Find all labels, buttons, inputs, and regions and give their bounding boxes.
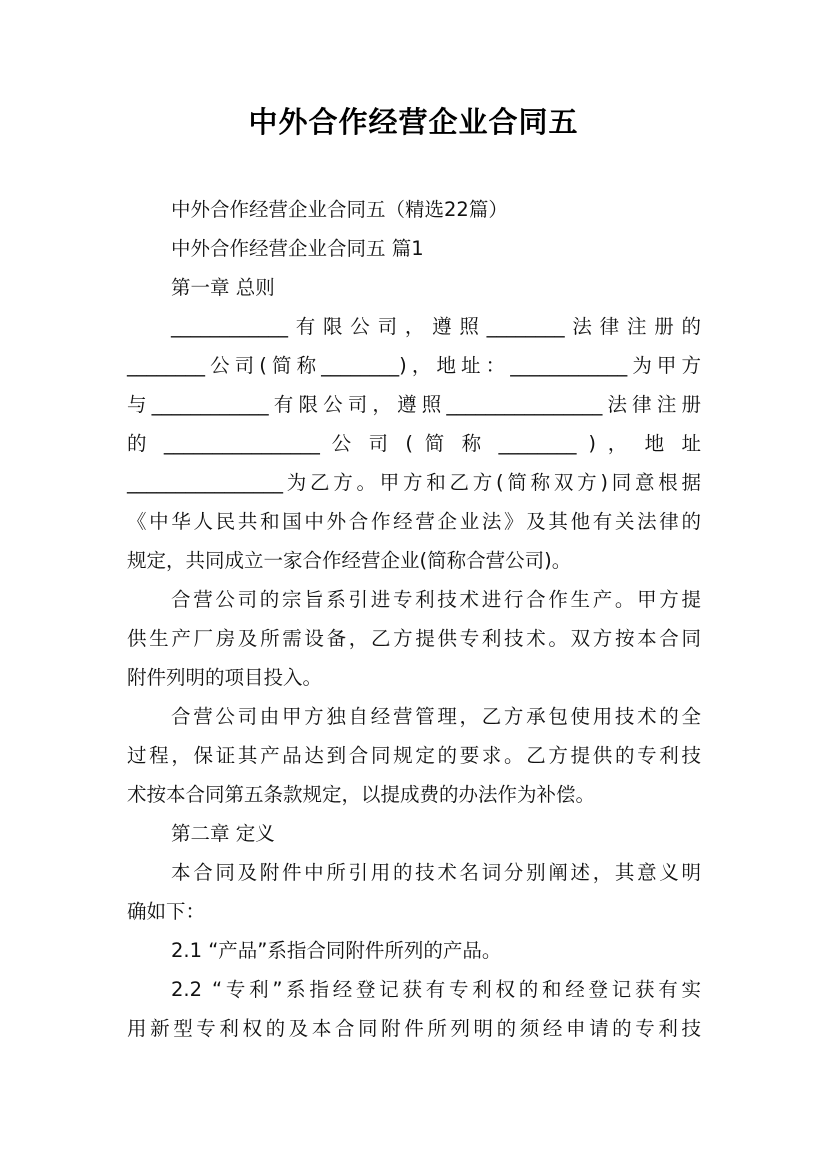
clause-line: 2.1 “产品”系指合同附件所列的产品。 xyxy=(171,939,502,962)
paragraph-line: 本合同及附件中所引用的技术名词分别阐述，其意义明 xyxy=(171,861,701,884)
paragraph-line: 过程，保证其产品达到合同规定的要求。乙方提供的专利技 xyxy=(127,744,701,767)
paragraph-line: ________________为乙方。甲方和乙方(简称双方)同意根据 xyxy=(127,471,701,494)
paragraph-line: 合营公司由甲方独自经营管理，乙方承包使用技术的全 xyxy=(171,705,701,728)
document-body xyxy=(127,190,701,1048)
paragraph-line: 术按本合同第五条款规定，以提成费的办法作为补偿。 xyxy=(127,783,596,806)
paragraph-line: 《中华人民共和国中外合作经营企业法》及其他有关法律的 xyxy=(127,510,701,533)
paragraph-line: ________公司(简称________)，地址：____________为甲方 xyxy=(127,354,701,377)
section-heading: 中外合作经营企业合同五 篇1 xyxy=(171,237,424,260)
paragraph-line: 的 ________________ 公 司 ( 简 称 ________ ) ， 地 址 xyxy=(127,432,701,455)
paragraph-line: ____________有限公司，遵照________法律注册的 xyxy=(171,315,701,338)
paragraph-line: 用新型专利权的及本合同附件所列明的须经申请的专利技 xyxy=(127,1017,701,1040)
paragraph-line: 合营公司的宗旨系引进专利技术进行合作生产。甲方提 xyxy=(171,588,701,611)
document-title: 中外合作经营企业合同五 xyxy=(248,105,579,139)
chapter-heading: 第二章 定义 xyxy=(171,822,275,845)
subtitle-line: 中外合作经营企业合同五（精选22篇） xyxy=(171,198,508,221)
paragraph-line: 供生产厂房及所需设备，乙方提供专利技术。双方按本合同 xyxy=(127,627,701,650)
chapter-heading: 第一章 总则 xyxy=(171,276,275,299)
paragraph-line: 与____________有限公司，遵照________________法律注册 xyxy=(127,393,701,416)
paragraph-line: 规定，共同成立一家合作经营企业(简称合营公司)。 xyxy=(127,549,572,572)
clause-line: 2.2 “专利”系指经登记获有专利权的和经登记获有实 xyxy=(171,978,701,1001)
paragraph-line: 附件列明的项目投入。 xyxy=(127,666,323,689)
paragraph-line: 确如下： xyxy=(127,900,206,923)
